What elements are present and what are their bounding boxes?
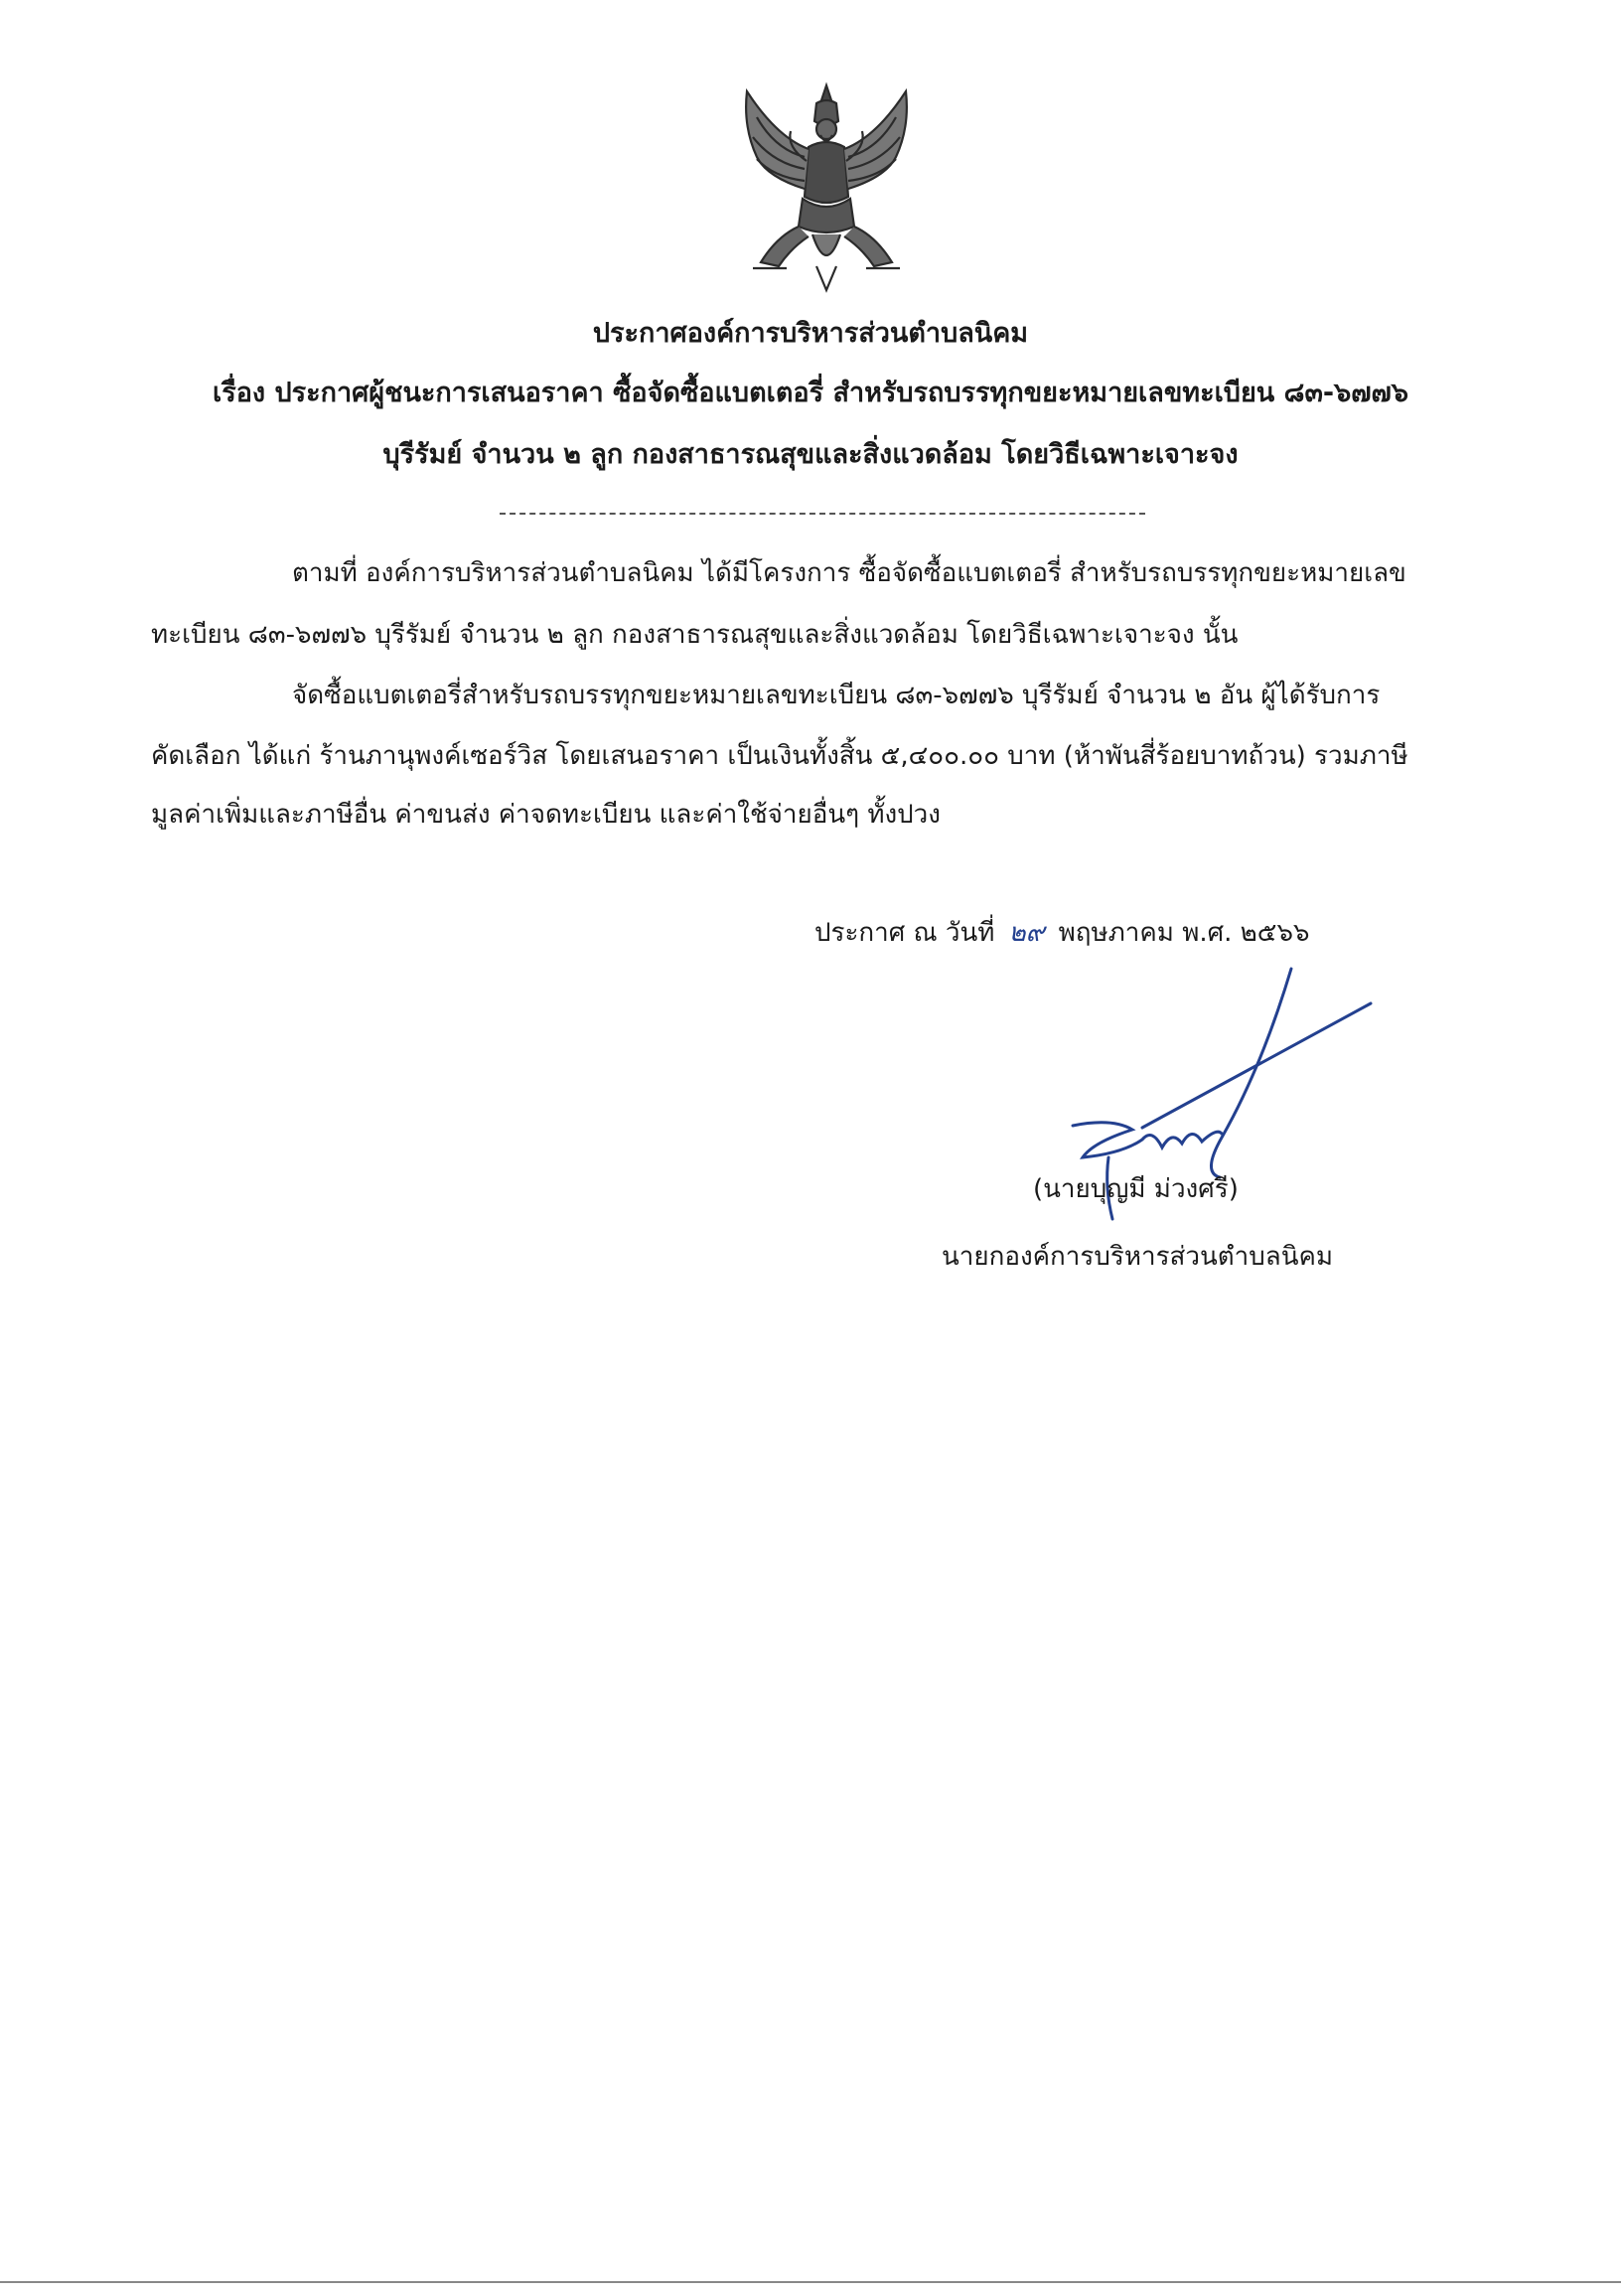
- announcement-agency-title: ประกาศองค์การบริหารส่วนตำบลนิคม: [592, 318, 1029, 349]
- body-paragraph-2-line-3: มูลค่าเพิ่มและภาษีอื่น ค่าขนส่ง ค่าจดทะเบียน และค่าใช้จ่ายอื่นๆ ทั้งปวง: [151, 800, 941, 830]
- date-prefix: ประกาศ ณ วันที่: [814, 918, 995, 948]
- announcement-subject-line-2: บุรีรัมย์ จำนวน ๒ ลูก กองสาธารณสุขและสิ่งแวดล้อม โดยวิธีเฉพาะเจาะจง: [382, 439, 1239, 470]
- garuda-emblem-icon: [717, 77, 936, 296]
- signer-position: นายกองค์การบริหารส่วนตำบลนิคม: [942, 1242, 1333, 1272]
- date-month-year: พฤษภาคม พ.ศ. ๒๕๖๖: [1058, 918, 1310, 948]
- body-paragraph-1-line-2: ทะเบียน ๘๓-๖๗๗๖ บุรีรัมย์ จำนวน ๒ ลูก กองสาธารณสุขและสิ่งแวดล้อม โดยวิธีเฉพาะเจาะจง นั้น: [151, 620, 1239, 650]
- body-paragraph-2-line-1: จัดซื้อแบตเตอรี่สำหรับรถบรรทุกขยะหมายเลขทะเบียน ๘๓-๖๗๗๖ บุรีรัมย์ จำนวน ๒ อัน ผู้ได้รับการ: [292, 681, 1381, 710]
- body-paragraph-2-line-2: คัดเลือก ได้แก่ ร้านภานุพงค์เซอร์วิส โดยเสนอราคา เป็นเงินทั้งสิ้น ๕,๔๐๐.๐๐ บาท (ห้าพันสี่ร้อยบาทถ้วน) รวมภาษี: [151, 741, 1408, 771]
- announcement-date: [814, 916, 1309, 950]
- announcement-subject-line-1: เรื่อง ประกาศผู้ชนะการเสนอราคา ซื้อจัดซื้อแบตเตอรี่ สำหรับรถบรรทุกขยะหมายเลขทะเบียน ๘๓-๖๗๗๖: [212, 378, 1409, 408]
- handwritten-signature: [1053, 959, 1381, 1257]
- scan-bottom-edge: [0, 2281, 1621, 2283]
- signer-name: (นายบุญมี ม่วงศรี): [1033, 1174, 1239, 1204]
- body-paragraph-1-line-1: ตามที่ องค์การบริหารส่วนตำบลนิคม ได้มีโครงการ ซื้อจัดซื้อแบตเตอรี่ สำหรับรถบรรทุกขยะหมายเลข: [292, 558, 1406, 588]
- dashed-divider: [500, 513, 1145, 515]
- date-day-handwritten: ๒๙: [1008, 918, 1045, 948]
